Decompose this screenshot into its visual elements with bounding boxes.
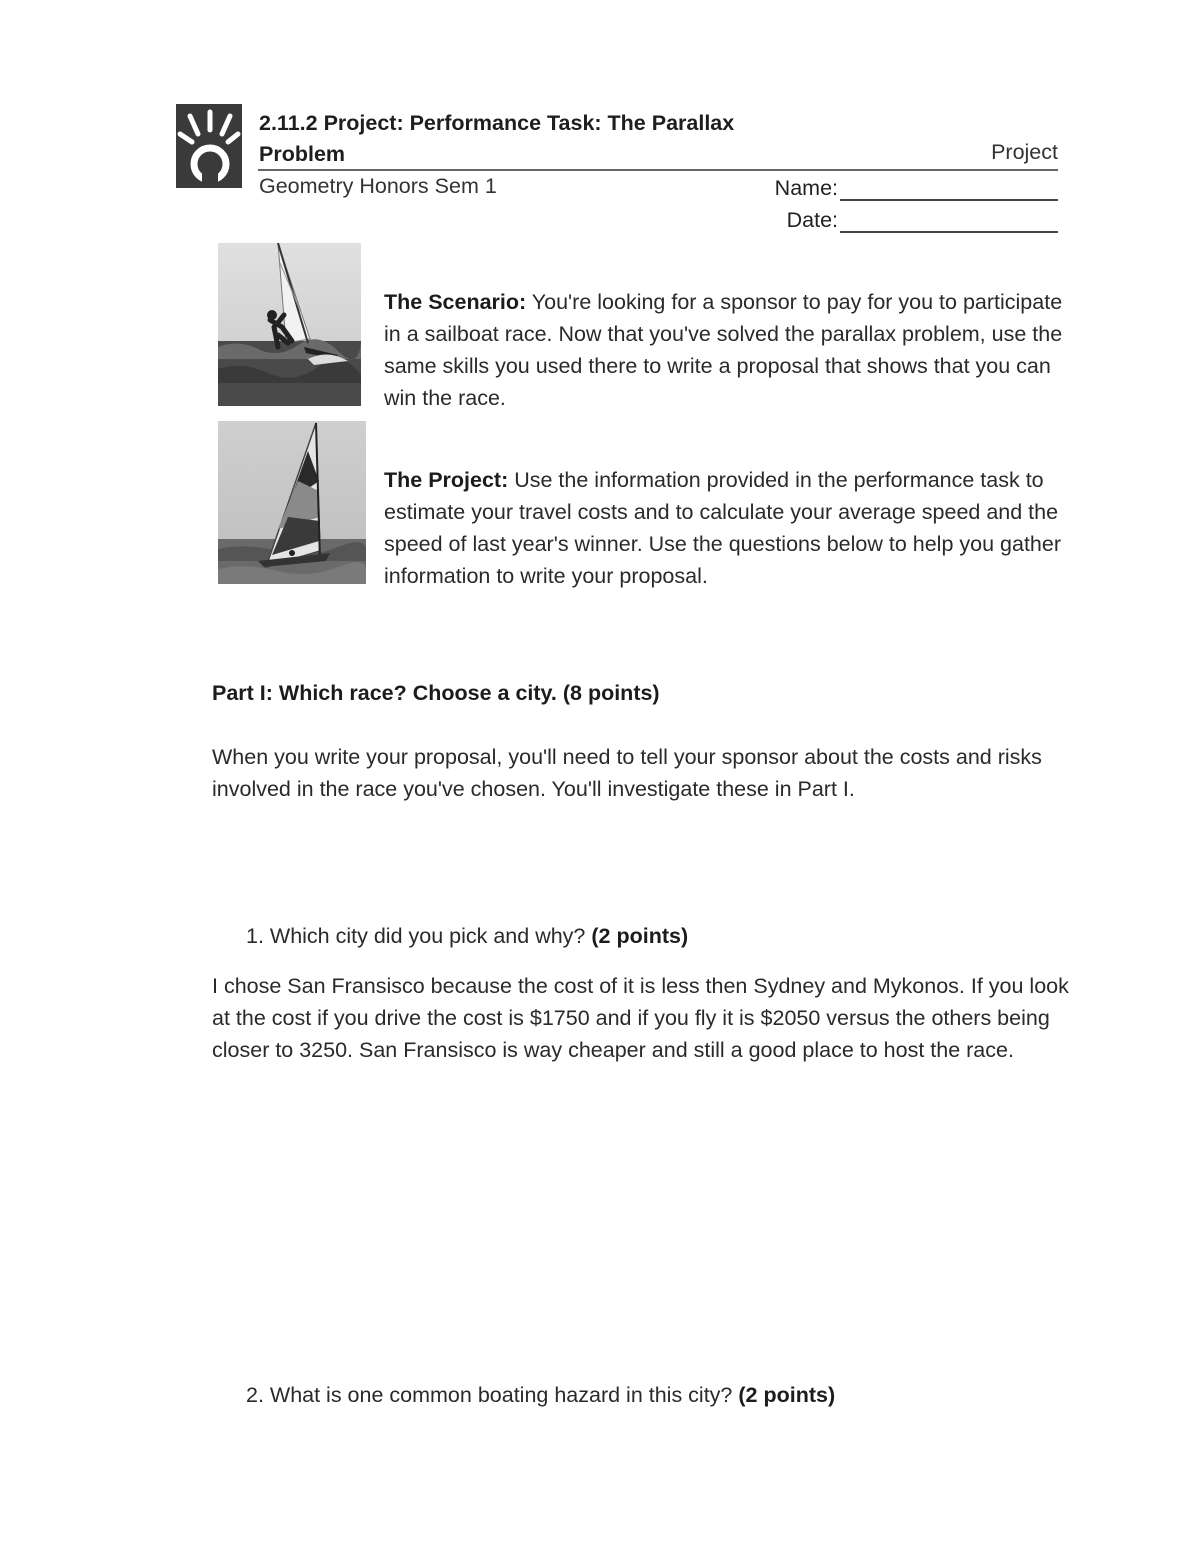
date-field[interactable] [787, 208, 1058, 233]
date-blank[interactable] [840, 209, 1058, 233]
windsurfer-photo [218, 243, 361, 406]
part1-intro: When you write your proposal, you'll need to tell your sponsor about the costs and risks involved in the race you've chosen. You'll investigate these in Part I. [212, 745, 1042, 801]
sailboat-photo [218, 421, 366, 584]
answer-1[interactable]: I chose San Fransisco because the cost of it is less then Sydney and Mykonos. If you look at the cost if you drive the cost is $1750 and if you fly it is $2050 versus the others being closer to 3250. San Fransisco is way cheaper and still a good place to host the race. [212, 974, 1069, 1062]
date-label: Date: [786, 208, 838, 232]
question-2-text: 2. What is one common boating hazard in this city? [246, 1383, 739, 1407]
scenario-paragraph [384, 286, 1074, 414]
question-2 [246, 1380, 835, 1410]
project-label: The Project: [384, 468, 509, 492]
sun-logo-icon [176, 104, 242, 188]
part1-heading: Part I: Which race? Choose a city. (8 points) [212, 681, 660, 705]
page-title: 2.11.2 Project: Performance Task: The Parallax Problem [259, 111, 735, 166]
project-paragraph [384, 464, 1074, 592]
name-label: Name: [774, 176, 838, 200]
course-name: Geometry Honors Sem 1 [259, 174, 497, 198]
scenario-text: You're looking for a sponsor to pay for you to participate in a sailboat race. Now that you've solved the parallax problem, use the same skills you used there to write a proposal that shows that you can win the race. [384, 290, 1063, 410]
question-1 [246, 921, 688, 951]
name-blank[interactable] [840, 177, 1058, 201]
question-1-text: 1. Which city did you pick and why? [246, 924, 592, 948]
question-2-points: (2 points) [738, 1383, 836, 1407]
doc-type-label: Project [991, 140, 1058, 164]
project-text: Use the information provided in the performance task to estimate your travel costs and to calculate your average speed and the speed of last year's winner. Use the questions below to help you gather information to write your proposal. [384, 468, 1061, 588]
name-field[interactable] [775, 176, 1058, 201]
scenario-label: The Scenario: [384, 290, 527, 314]
question-1-points: (2 points) [591, 924, 689, 948]
header-divider [258, 169, 1058, 171]
